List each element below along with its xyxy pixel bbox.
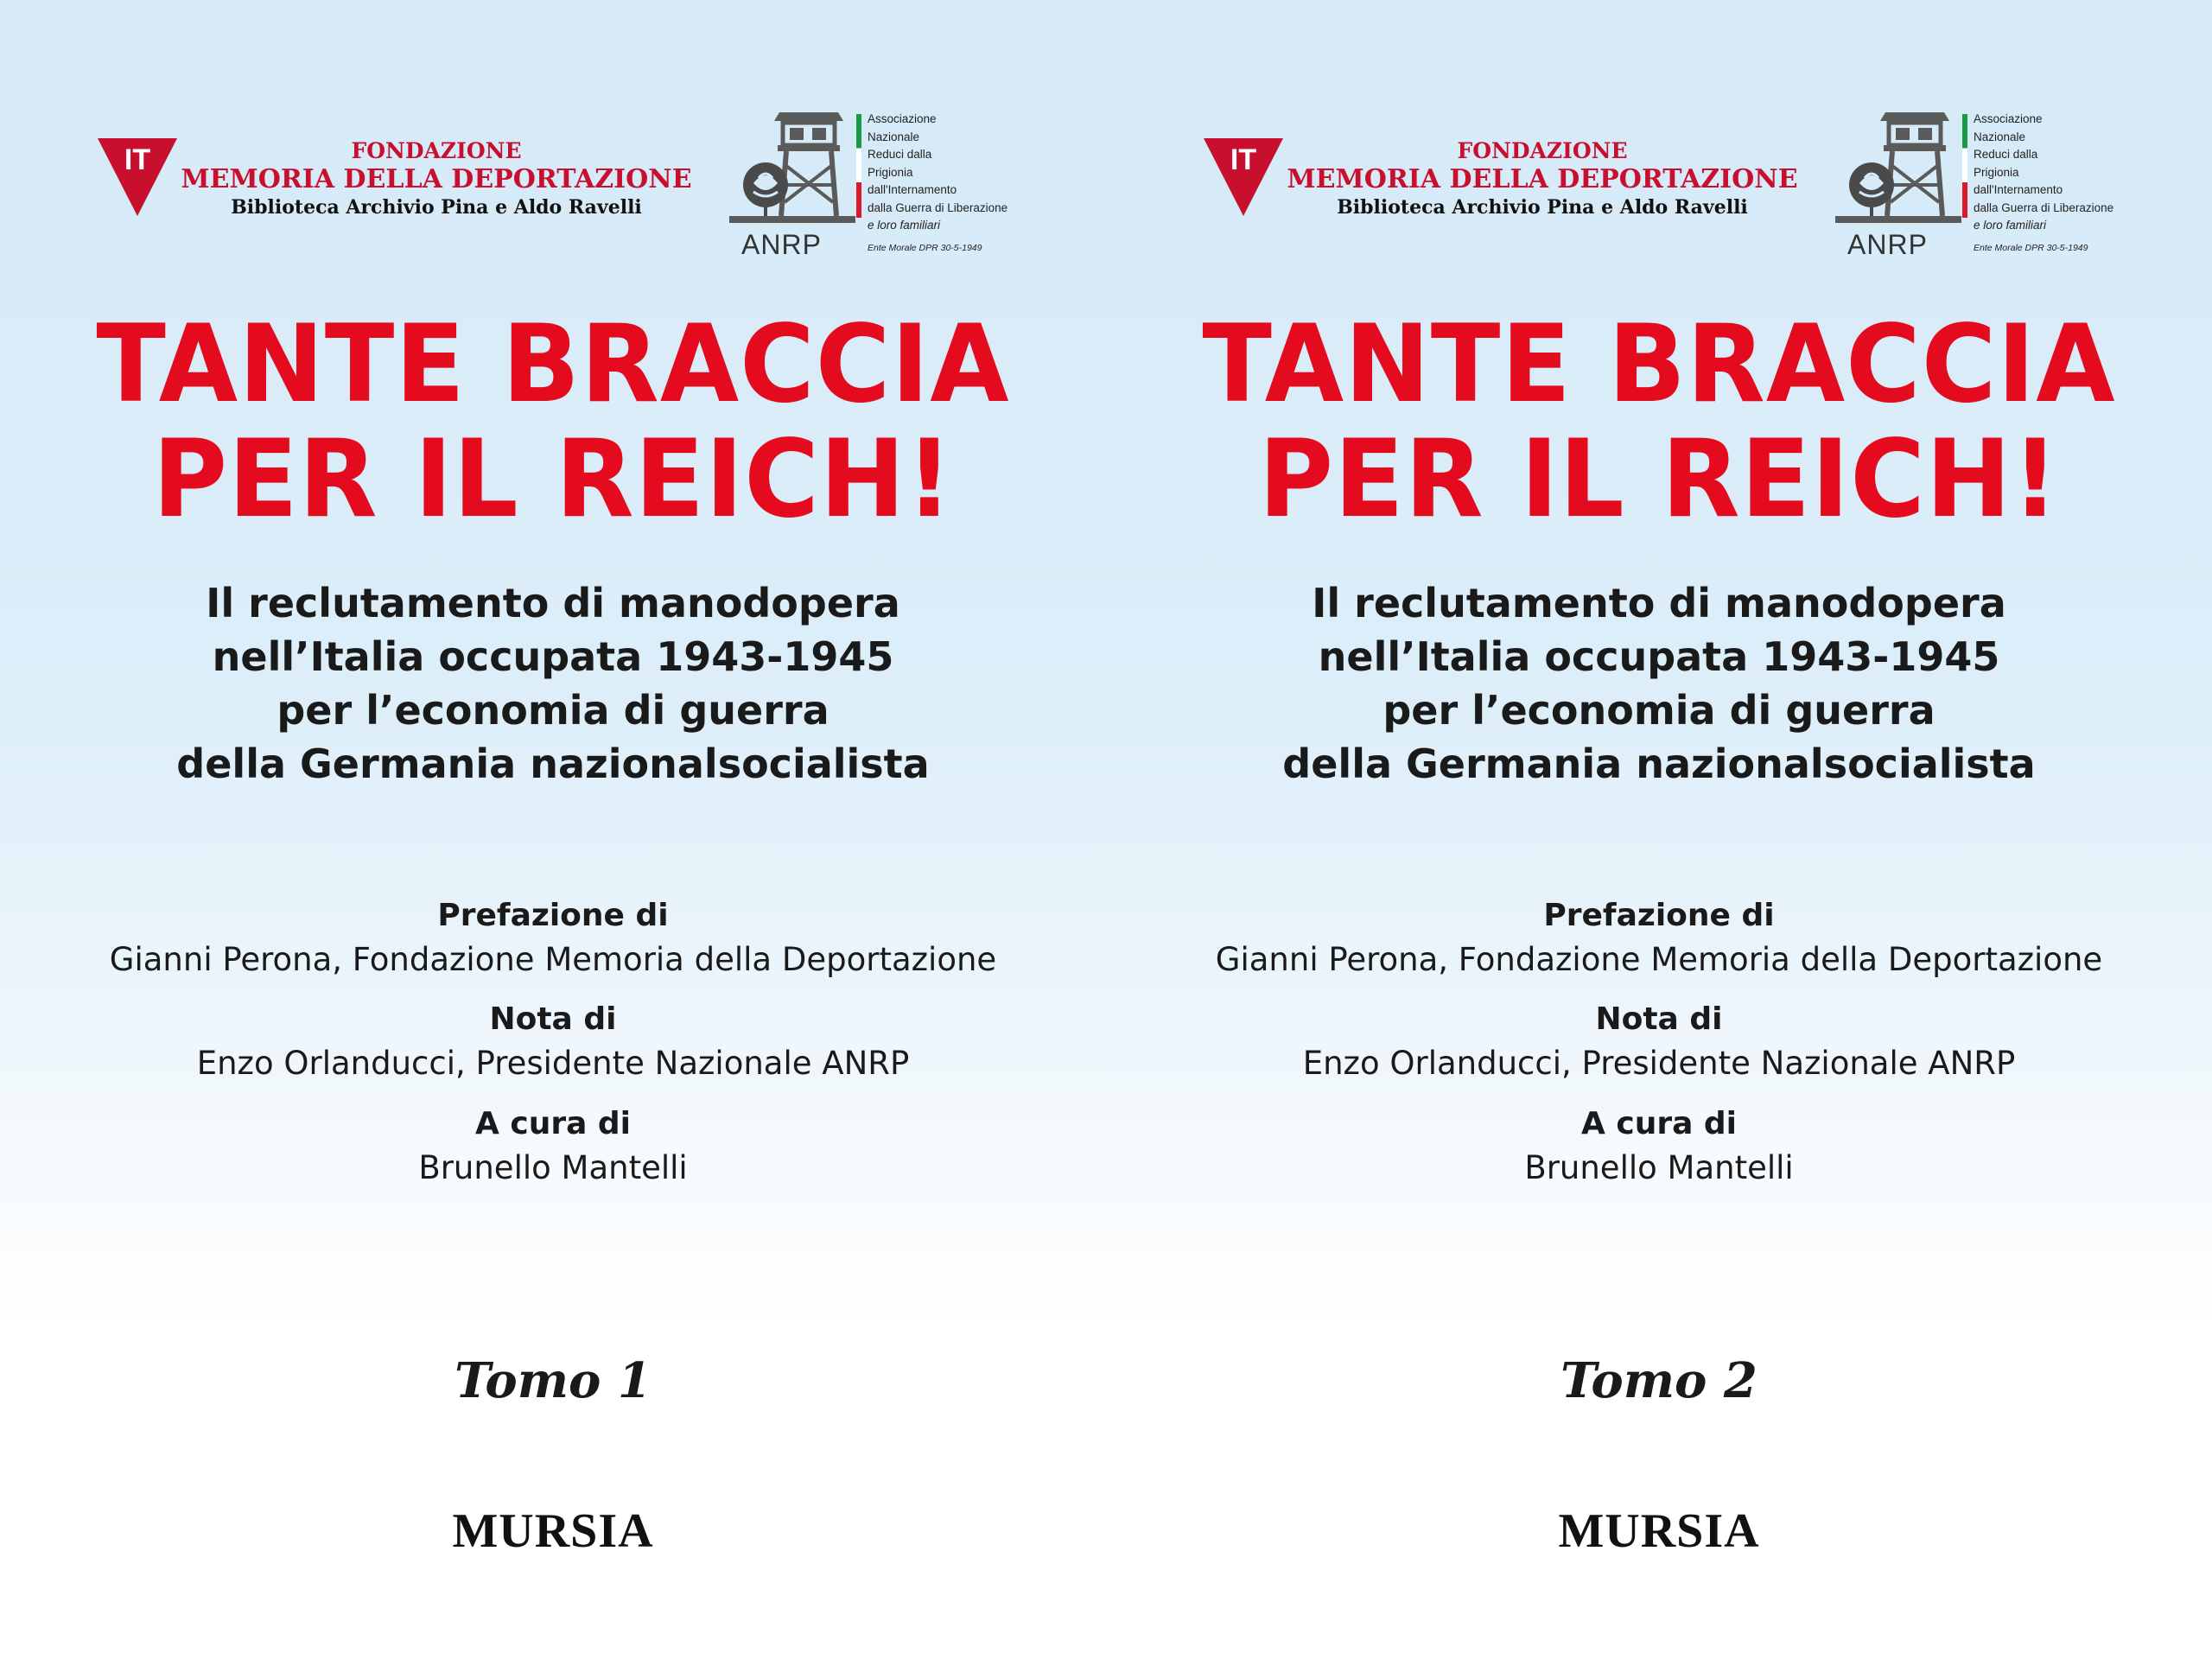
nota-label: Nota di [489, 1001, 617, 1037]
anrp-ente-morale: Ente Morale DPR 30-5-1949 [1974, 243, 2088, 253]
anrp-line: e loro familiari [1974, 219, 2047, 232]
publisher-name: MURSIA [1558, 1504, 1760, 1558]
it-mark: IT [124, 143, 151, 176]
fondazione-library: Biblioteca Archivio Pina e Aldo Ravelli [1337, 196, 1748, 219]
anrp-line: dalla Guerra di Liberazione [1974, 200, 2114, 214]
publisher-name: MURSIA [452, 1504, 654, 1558]
anrp-logo [1834, 105, 2119, 263]
subtitle-line: nell’Italia occupata 1943-1945 [1318, 633, 2000, 680]
nota-label: Nota di [1595, 1001, 1723, 1037]
prefazione-label: Prefazione di [1543, 898, 1775, 933]
it-triangle-icon [98, 138, 177, 218]
fondazione-name: MEMORIA DELLA DEPORTAZIONE [1287, 164, 1798, 194]
anrp-line: Nazionale [1974, 130, 2026, 143]
book-title-line: TANTE BRACCIA [96, 301, 1010, 427]
italian-flag-stripe [1962, 114, 1967, 218]
volume-number: Tomo 1 [454, 1352, 652, 1409]
watchtower-rose-icon [728, 105, 857, 226]
it-mark: IT [1230, 143, 1257, 176]
book-title-line: PER IL REICH! [152, 416, 954, 542]
fondazione-label: FONDAZIONE [351, 138, 522, 163]
anrp-line: dalla Guerra di Liberazione [868, 200, 1008, 214]
anrp-line: Reduci dalla [868, 148, 932, 161]
prefazione-label: Prefazione di [437, 898, 669, 933]
anrp-line: Associazione [868, 112, 937, 125]
anrp-line: Nazionale [868, 130, 920, 143]
anrp-line: Prigionia [868, 165, 913, 179]
subtitle-line: per l’economia di guerra [1382, 687, 1936, 734]
italian-flag-stripe [856, 114, 861, 218]
fondazione-name: MEMORIA DELLA DEPORTAZIONE [181, 164, 692, 194]
anrp-description [1974, 111, 2120, 235]
watchtower-rose-icon [1834, 105, 1963, 226]
anrp-ente-morale: Ente Morale DPR 30-5-1949 [868, 243, 982, 253]
anrp-line: dall'Internamento [868, 183, 957, 196]
nota-author: Enzo Orlanducci, Presidente Nazionale ANRP [196, 1045, 910, 1082]
subtitle-line: per l’economia di guerra [276, 687, 830, 734]
fondazione-library: Biblioteca Archivio Pina e Aldo Ravelli [231, 196, 642, 219]
fondazione-memoria-logo [1204, 138, 1800, 225]
anrp-description [868, 111, 1014, 235]
anrp-logo [728, 105, 1013, 263]
subtitle-line: Il reclutamento di manodopera [1312, 580, 2006, 626]
book-cover-volume-2 [1106, 0, 2212, 1659]
subtitle-line: della Germania nazionalsocialista [1282, 741, 2036, 787]
it-triangle-icon [1204, 138, 1283, 218]
subtitle-line: nell’Italia occupata 1943-1945 [212, 633, 894, 680]
fondazione-memoria-logo [98, 138, 694, 225]
cura-label: A cura di [474, 1106, 632, 1141]
editor-name: Brunello Mantelli [418, 1149, 688, 1186]
prefazione-author: Gianni Perona, Fondazione Memoria della Deportazione [109, 941, 997, 978]
volume-number: Tomo 2 [1560, 1352, 1758, 1409]
subtitle-line: della Germania nazionalsocialista [176, 741, 930, 787]
anrp-line: Associazione [1974, 112, 2043, 125]
anrp-line: Reduci dalla [1974, 148, 2038, 161]
prefazione-author: Gianni Perona, Fondazione Memoria della Deportazione [1215, 941, 2103, 978]
anrp-wordmark: ANRP [741, 229, 822, 260]
book-title-line: TANTE BRACCIA [1202, 301, 2116, 427]
editor-name: Brunello Mantelli [1524, 1149, 1794, 1186]
nota-author: Enzo Orlanducci, Presidente Nazionale ANRP [1302, 1045, 2016, 1082]
subtitle-line: Il reclutamento di manodopera [206, 580, 900, 626]
anrp-line: e loro familiari [868, 219, 941, 232]
anrp-line: Prigionia [1974, 165, 2019, 179]
book-title-line: PER IL REICH! [1258, 416, 2060, 542]
cura-label: A cura di [1580, 1106, 1738, 1141]
anrp-line: dall'Internamento [1974, 183, 2063, 196]
fondazione-label: FONDAZIONE [1457, 138, 1628, 163]
anrp-wordmark: ANRP [1847, 229, 1928, 260]
